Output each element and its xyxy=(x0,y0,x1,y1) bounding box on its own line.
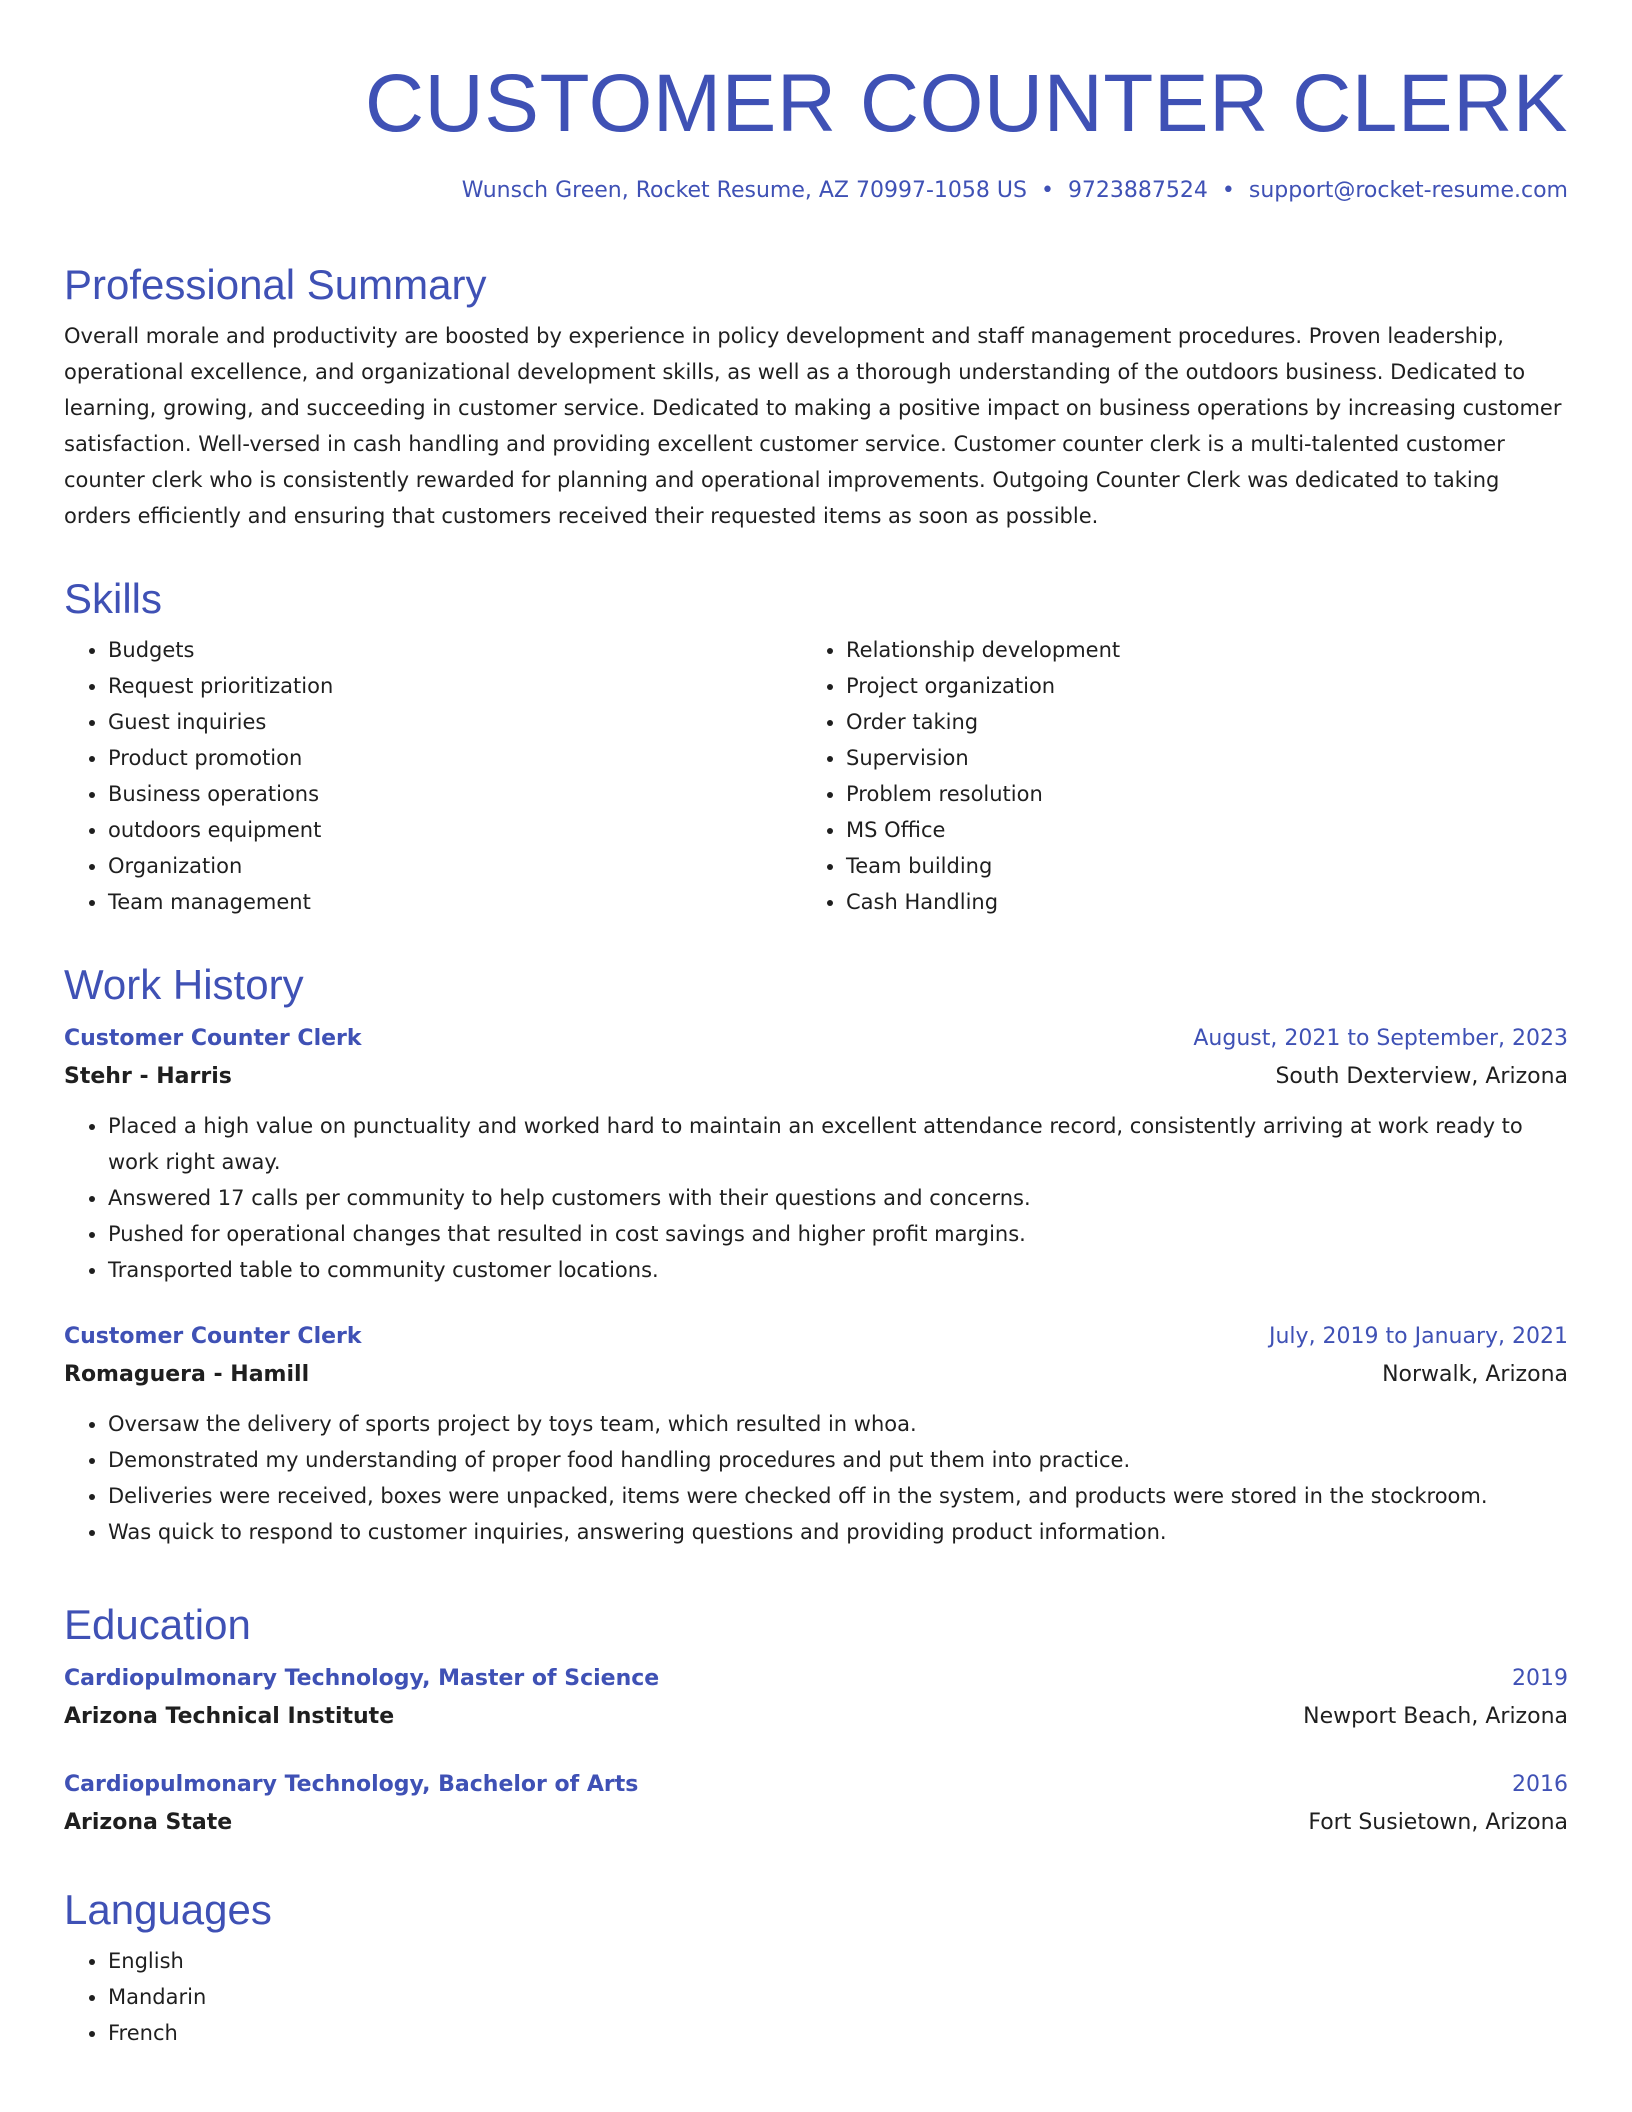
skill-item: • Cash Handling xyxy=(846,884,1540,920)
languages-list xyxy=(64,1943,1568,2051)
skill-item: • Team management xyxy=(108,884,802,920)
skill-item: • Request prioritization xyxy=(108,668,802,704)
job-bullets xyxy=(64,1406,1568,1550)
job-subheader xyxy=(64,1356,1568,1394)
phone-text: 9723887524 xyxy=(1067,178,1208,203)
degree-title: Cardiopulmonary Technology, Bachelor of Arts xyxy=(64,1772,639,1797)
skill-item: • outdoors equipment xyxy=(108,812,802,848)
education-entry xyxy=(64,1766,1568,1842)
education-header xyxy=(64,1660,1568,1698)
section-title-languages: Languages xyxy=(64,1886,272,1933)
job-company: Stehr - Harris xyxy=(64,1064,232,1089)
skill-item: • Relationship development xyxy=(846,632,1540,668)
skills-column-right xyxy=(802,632,1540,920)
contact-line xyxy=(462,176,1568,206)
job-title: Customer Counter Clerk xyxy=(64,1324,362,1349)
skill-item: • Product promotion xyxy=(108,740,802,776)
degree-title: Cardiopulmonary Technology, Master of Science xyxy=(64,1666,660,1691)
job-dates: August, 2021 to September, 2023 xyxy=(1193,1026,1568,1051)
job-bullet: • Pushed for operational changes that resulted in cost savings and higher profit margins. xyxy=(108,1216,1568,1252)
job-header xyxy=(64,1318,1568,1356)
work-history-section xyxy=(64,960,1568,1550)
graduation-year: 2019 xyxy=(1512,1666,1568,1691)
section-title-skills: Skills xyxy=(64,575,163,622)
education-subheader xyxy=(64,1698,1568,1736)
graduation-year: 2016 xyxy=(1512,1772,1568,1797)
skills-column-left xyxy=(64,632,802,920)
section-title-work-history: Work History xyxy=(64,961,304,1008)
job-bullet: • Demonstrated my understanding of proper food handling procedures and put them into practice. xyxy=(108,1442,1568,1478)
candidate-name: CUSTOMER COUNTER CLERK xyxy=(364,58,1568,149)
job-subheader xyxy=(64,1058,1568,1096)
job-dates: July, 2019 to January, 2021 xyxy=(1269,1324,1568,1349)
skill-item: • Guest inquiries xyxy=(108,704,802,740)
job-bullet: • Placed a high value on punctuality and worked hard to maintain an excellent attendance record, consistently arriving at work ready to work right away. xyxy=(108,1108,1568,1180)
skills-grid xyxy=(64,632,1568,920)
separator-dot: • xyxy=(1221,178,1235,203)
job-bullet: • Was quick to respond to customer inquiries, answering questions and providing product information. xyxy=(108,1514,1568,1550)
skill-item: • Budgets xyxy=(108,632,802,668)
school-location: Newport Beach, Arizona xyxy=(1303,1704,1568,1729)
education-entry xyxy=(64,1660,1568,1736)
job-bullet: • Answered 17 calls per community to help customers with their questions and concerns. xyxy=(108,1180,1568,1216)
skill-item: • Problem resolution xyxy=(846,776,1540,812)
section-title-summary: Professional Summary xyxy=(64,261,487,308)
separator-dot: • xyxy=(1040,178,1054,203)
school-name: Arizona State xyxy=(64,1810,233,1835)
language-item: • Mandarin xyxy=(108,1979,1568,2015)
job-company: Romaguera - Hamill xyxy=(64,1362,310,1387)
skills-list-right xyxy=(802,632,1540,920)
job-bullets xyxy=(64,1108,1568,1288)
skills-list-left xyxy=(64,632,802,920)
skill-item: • Supervision xyxy=(846,740,1540,776)
job-location: Norwalk, Arizona xyxy=(1382,1362,1568,1387)
languages-section xyxy=(64,1885,1568,2051)
job-entry xyxy=(64,1318,1568,1550)
skill-item: • Team building xyxy=(846,848,1540,884)
email-link[interactable]: support@rocket-resume.com xyxy=(1248,178,1568,203)
skills-section xyxy=(64,574,1568,920)
job-title: Customer Counter Clerk xyxy=(64,1026,362,1051)
skill-item: • Organization xyxy=(108,848,802,884)
language-item: • French xyxy=(108,2015,1568,2051)
school-location: Fort Susietown, Arizona xyxy=(1308,1810,1568,1835)
job-bullet: • Oversaw the delivery of sports project by toys team, which resulted in whoa. xyxy=(108,1406,1568,1442)
job-location: South Dexterview, Arizona xyxy=(1275,1064,1568,1089)
summary-text: Overall morale and productivity are boosted by experience in policy development and staff management procedures. Proven leadership, operational excellence, and organizational development skills, as well as a thorough understanding of the outdoors business. Dedicated to learning, growing, and succeeding in customer service. Dedicated to making a positive impact on business operations by increasing customer satisfaction. Well-versed in cash handling and providing excellent customer service. Customer counter clerk is a multi-talented customer counter clerk who is consistently rewarded for planning and operational improvements. Outgoing Counter Clerk was dedicated to taking orders efficiently and ensuring that customers received their requested items as soon as possible. xyxy=(64,324,1562,528)
summary-section xyxy=(64,260,1568,534)
job-header xyxy=(64,1020,1568,1058)
education-header xyxy=(64,1766,1568,1804)
job-entry xyxy=(64,1020,1568,1288)
skill-item: • Project organization xyxy=(846,668,1540,704)
skill-item: • Business operations xyxy=(108,776,802,812)
section-title-education: Education xyxy=(64,1601,251,1648)
school-name: Arizona Technical Institute xyxy=(64,1704,395,1729)
skill-item: • Order taking xyxy=(846,704,1540,740)
language-item: • English xyxy=(108,1943,1568,1979)
job-bullet: • Transported table to community customer locations. xyxy=(108,1252,1568,1288)
education-subheader xyxy=(64,1804,1568,1842)
job-bullet: • Deliveries were received, boxes were unpacked, items were checked off in the system, and products were stored in the stockroom. xyxy=(108,1478,1568,1514)
education-section xyxy=(64,1600,1568,1842)
address-text: Wunsch Green, Rocket Resume, AZ 70997-1058 US xyxy=(461,178,1027,203)
skill-item: • MS Office xyxy=(846,812,1540,848)
